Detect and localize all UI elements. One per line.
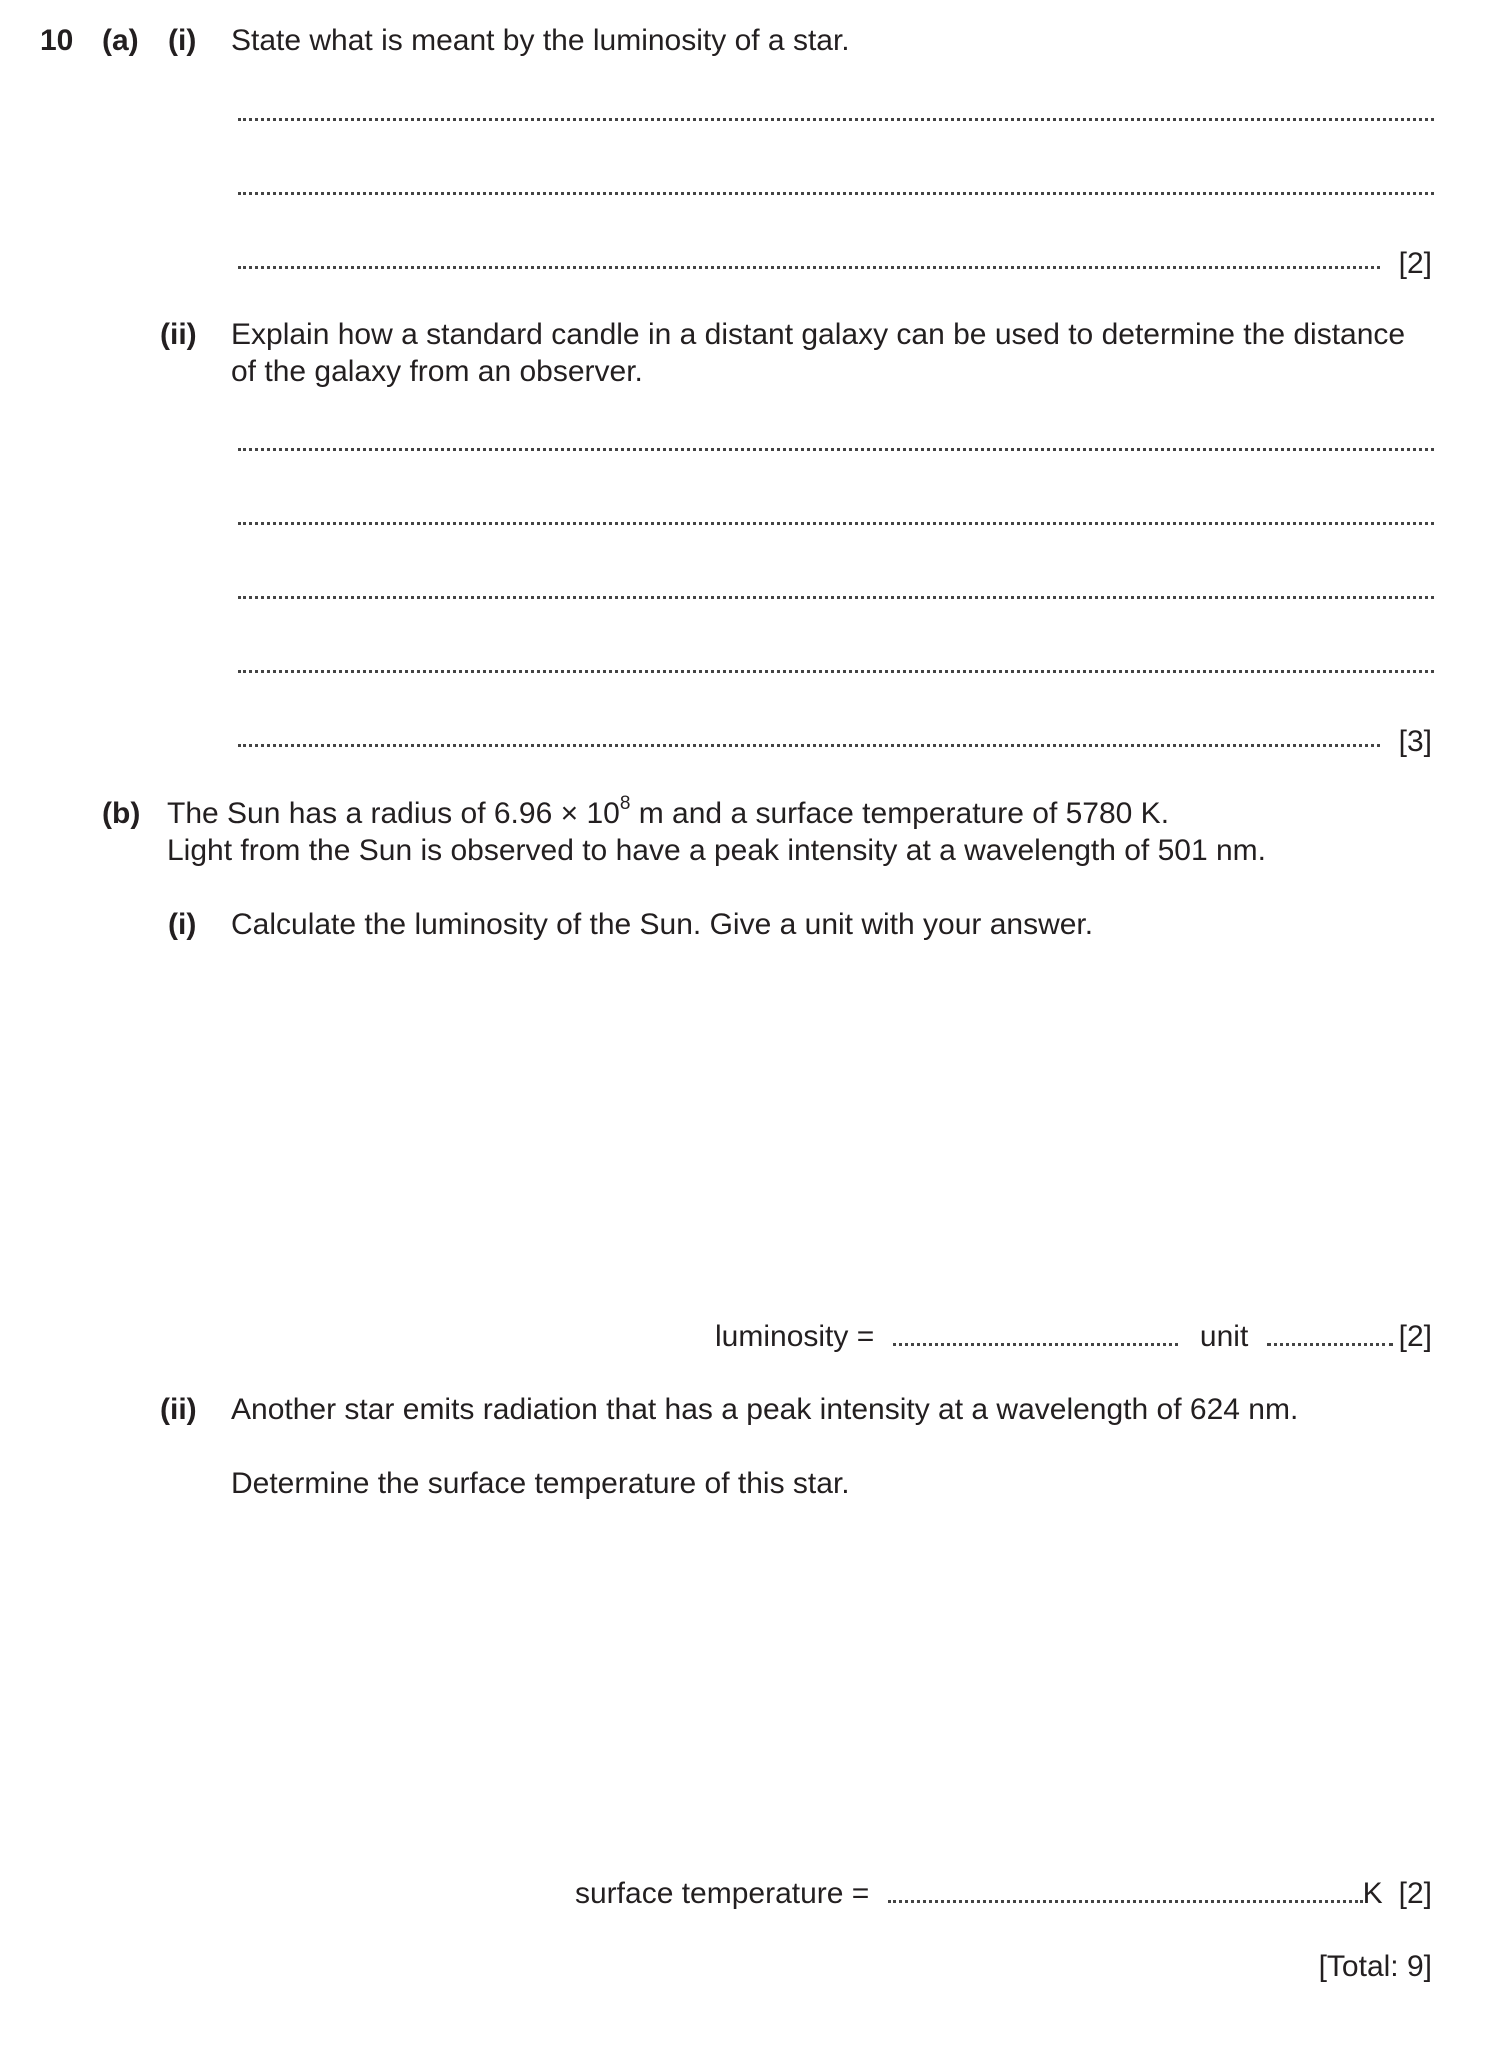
answer-line[interactable] [238,448,1434,451]
temperature-answer-row [575,1877,1383,1911]
part-b-intro-line1: The Sun has a radius of $6.96 \times 10^8$ m and a surface temperature of 5780 K. [167,793,1170,830]
marks-a-i: [2] [1398,247,1432,280]
part-b-i-label: (i) [168,908,197,941]
part-a-i-label: (i) [168,24,197,57]
kelvin-unit: K [1362,1877,1383,1910]
part-a-ii-question-line1: Explain how a standard candle in a distant galaxy can be used to determine the distance [231,318,1406,351]
part-b-label: (b) [102,797,141,830]
answer-line[interactable] [238,744,1380,747]
total-marks: [Total: 9] [1318,1950,1432,1983]
part-b-intro-line2: Light from the Sun is observed to have a peak intensity at a wavelength of 501 nm. [167,834,1266,867]
part-a-ii-question-line2: of the galaxy from an observer. [231,355,643,388]
marks-a-ii: [3] [1398,725,1432,758]
luminosity-answer-field[interactable] [893,1321,1178,1346]
part-b-i-question: Calculate the luminosity of the Sun. Give a unit with your answer. [231,908,1094,941]
question-number: 10 [40,24,74,57]
part-b-ii-label: (ii) [160,1393,197,1426]
answer-line[interactable] [238,192,1434,195]
answer-line[interactable] [238,118,1434,121]
marks-b-i: [2] [1398,1320,1432,1353]
unit-answer-field[interactable] [1267,1321,1393,1346]
luminosity-label: luminosity = [715,1320,875,1353]
part-a-label: (a) [102,24,139,57]
temperature-answer-field[interactable] [888,1878,1363,1903]
part-b-ii-question-line1: Another star emits radiation that has a peak intensity at a wavelength of 624 nm. [231,1393,1299,1426]
answer-line[interactable] [238,522,1434,525]
part-b-ii-question-line2: Determine the surface temperature of this star. [231,1467,850,1500]
part-a-ii-label: (ii) [160,318,197,351]
answer-line[interactable] [238,596,1434,599]
answer-line[interactable] [238,670,1434,673]
answer-line[interactable] [238,266,1380,269]
part-a-i-question: State what is meant by the luminosity of a star. [231,24,850,57]
marks-b-ii: [2] [1398,1877,1432,1910]
luminosity-answer-row [715,1320,1393,1354]
unit-label: unit [1199,1320,1249,1353]
surface-temperature-label: surface temperature = [575,1877,870,1910]
